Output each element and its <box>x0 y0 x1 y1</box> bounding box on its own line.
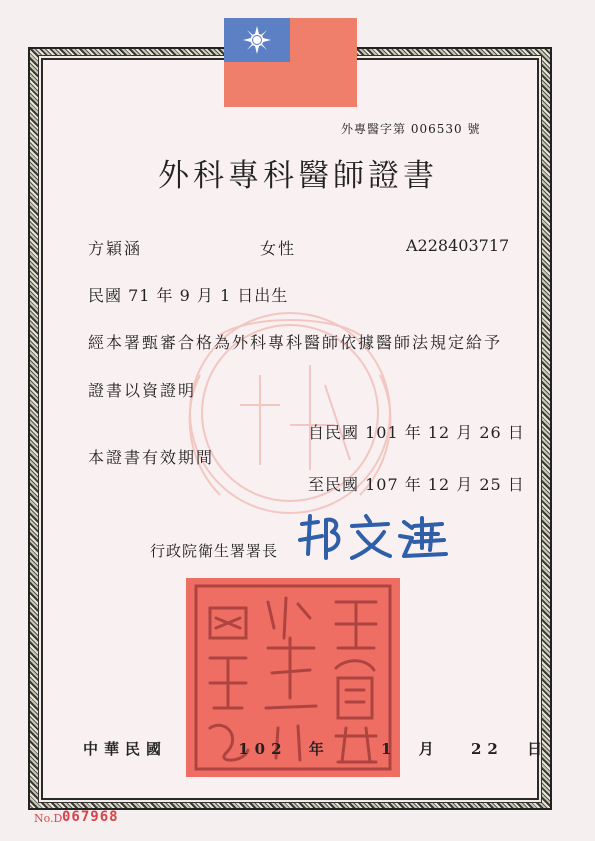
issue-day: 22 <box>470 740 504 758</box>
valid-to-date: 至民國 107 年 12 月 25 日 <box>308 475 525 494</box>
holder-name: 方穎涵 <box>88 239 143 258</box>
validity-label: 本證書有效期間 <box>88 448 215 467</box>
issue-year-unit: 年 <box>308 740 330 758</box>
certification-text-line1: 經本署甄審合格為外科專科醫師依據醫師法規定給予 <box>88 333 503 352</box>
document-number: 067968 <box>62 809 119 825</box>
holder-id-number: A228403717 <box>406 236 510 255</box>
holder-sex: 女性 <box>260 239 297 258</box>
certificate-serial: 外專醫字第 006530 號 <box>341 122 481 136</box>
issue-month: 1 <box>381 740 398 758</box>
issue-era: 中華民國 <box>83 740 168 758</box>
document-number-label: No.D <box>34 812 63 825</box>
certificate-title: 外科專科醫師證書 <box>158 158 438 194</box>
issue-day-unit: 日 <box>527 740 549 758</box>
issue-date <box>83 738 548 759</box>
signature-icon <box>296 510 456 562</box>
issue-month-unit: 月 <box>418 740 440 758</box>
issuer-title: 行政院衛生署署長 <box>150 542 279 560</box>
issue-year: 102 <box>238 740 288 758</box>
flag-icon <box>224 18 357 107</box>
sun-icon <box>243 26 271 54</box>
birth-date: 民國 71 年 9 月 1 日出生 <box>88 286 289 305</box>
flag-canton <box>224 18 290 62</box>
valid-from-date: 自民國 101 年 12 月 26 日 <box>308 423 525 442</box>
certification-text-line2: 證書以資證明 <box>88 381 197 400</box>
